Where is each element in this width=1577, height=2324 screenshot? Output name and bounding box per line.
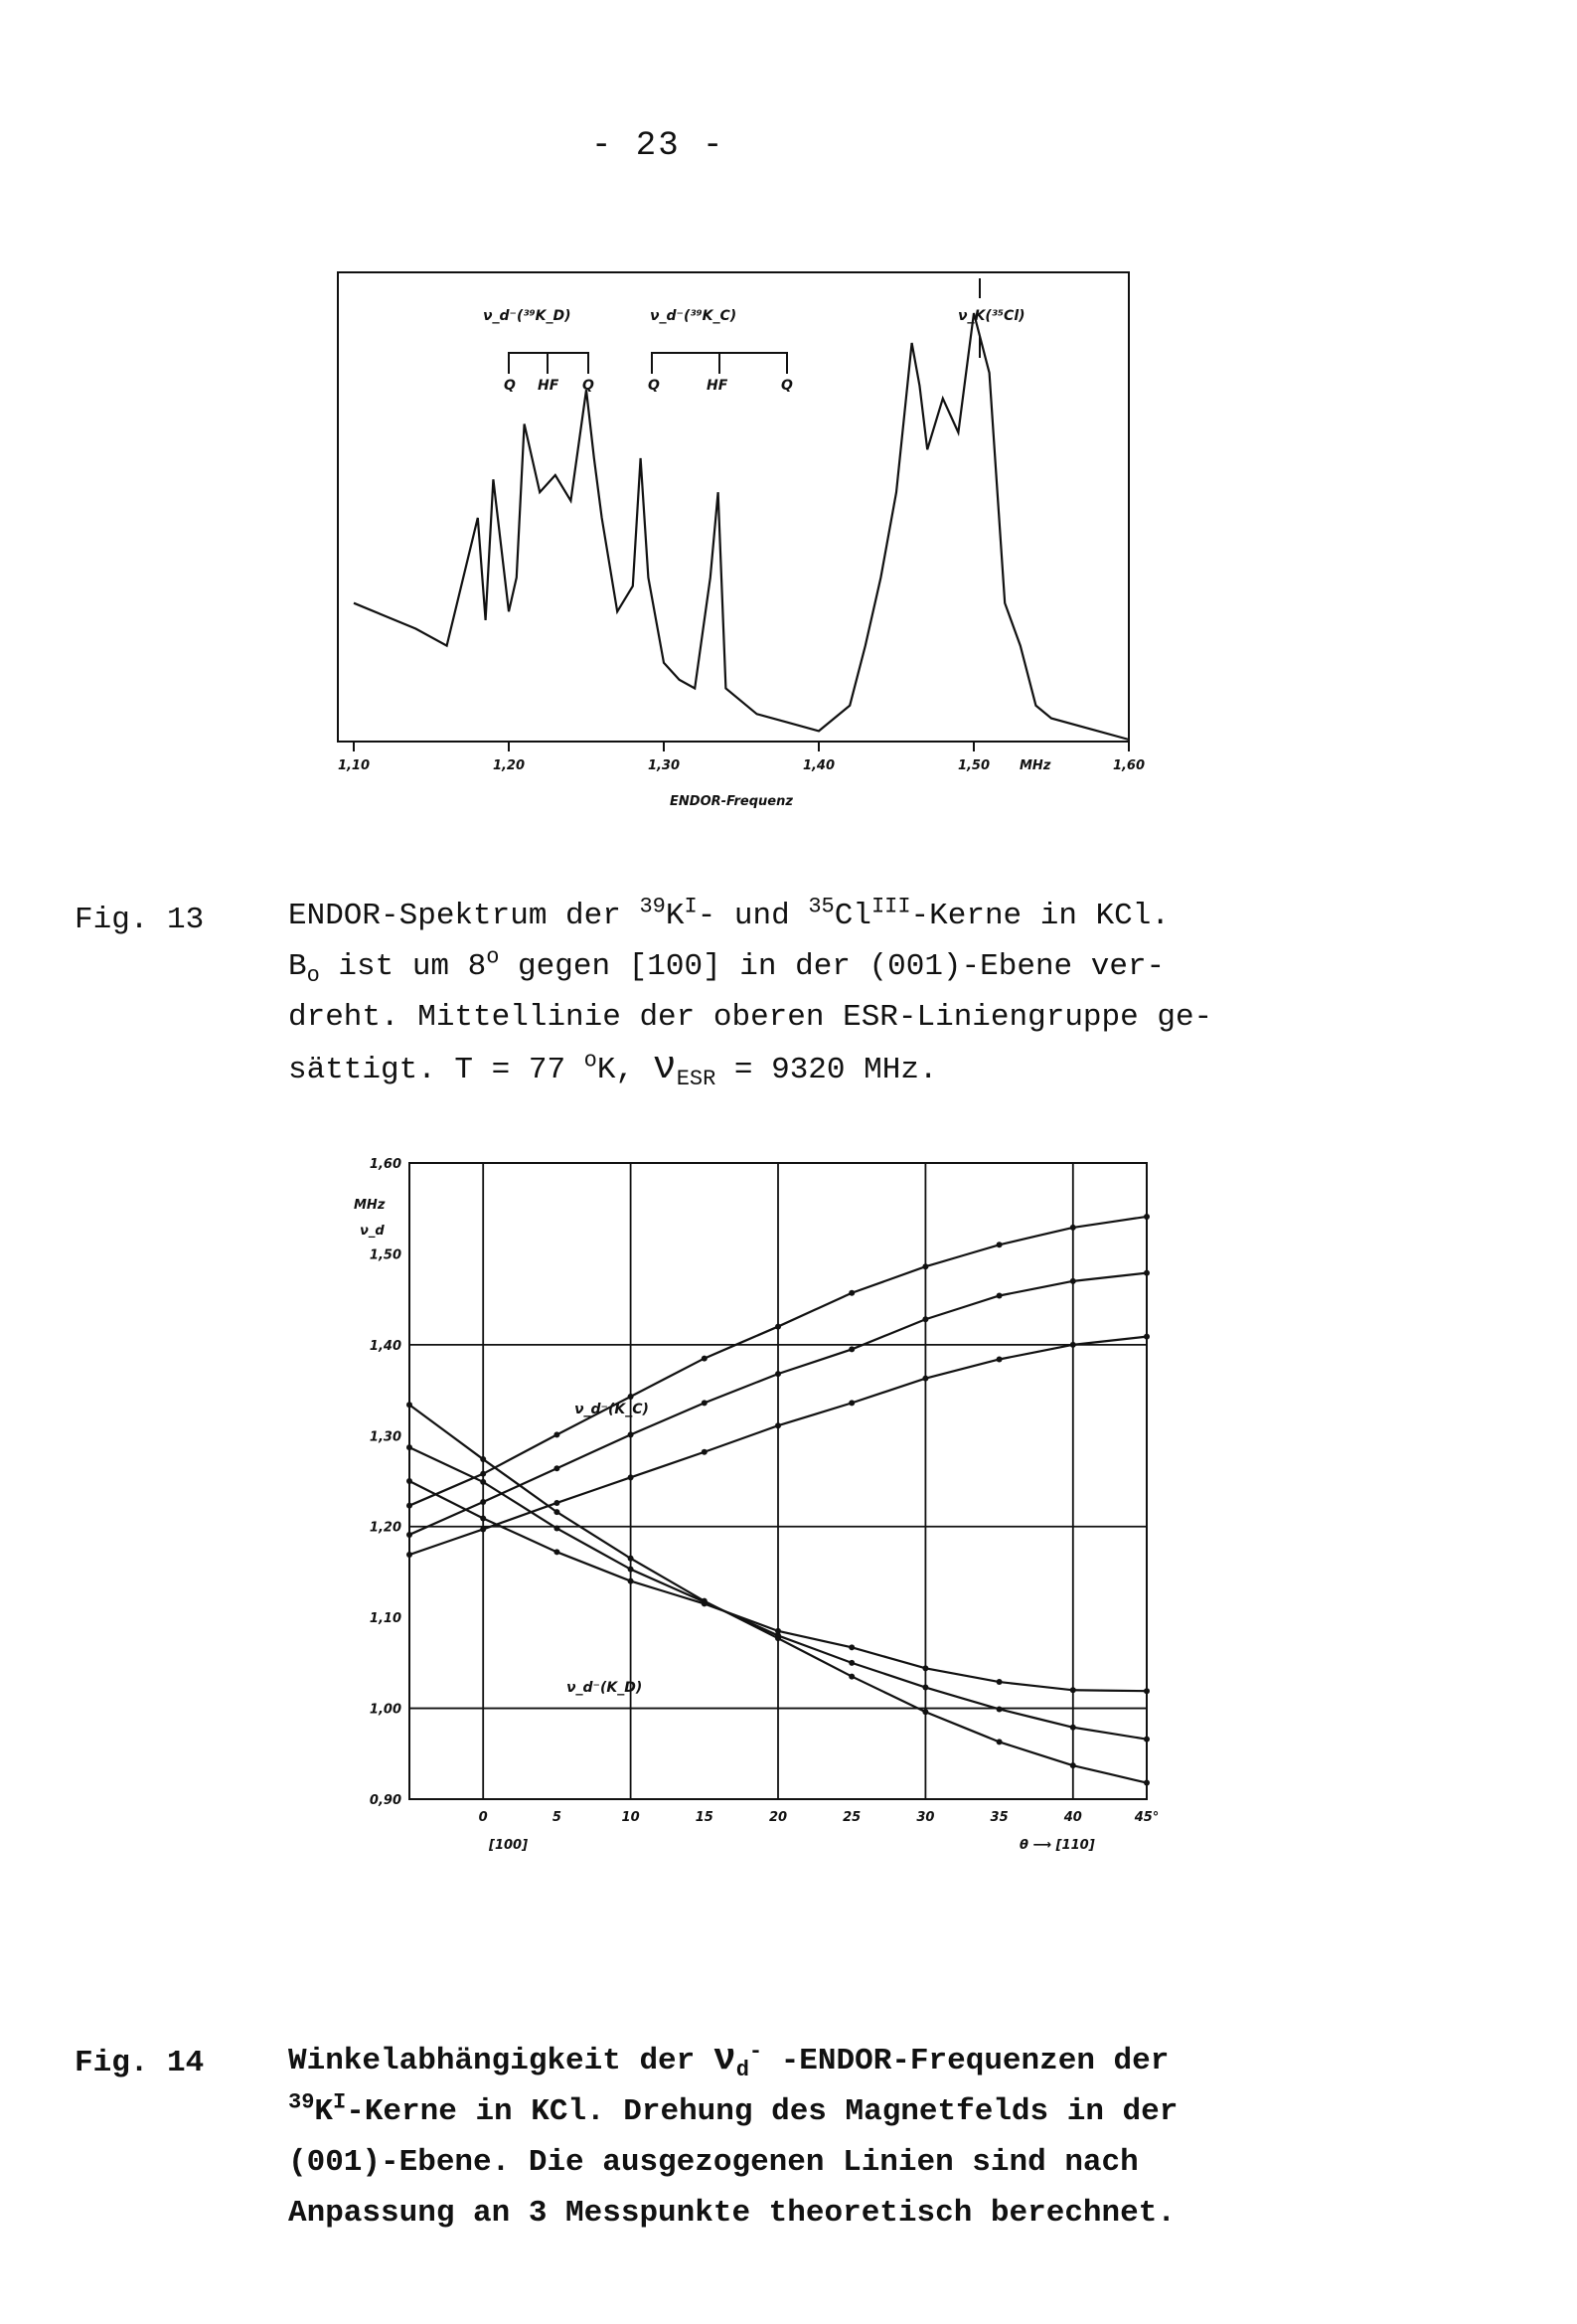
- data-point: [702, 1356, 708, 1362]
- caption-text: = 9320 MHz.: [715, 1053, 938, 1087]
- data-point: [775, 1422, 781, 1428]
- marker-q: Q: [781, 378, 793, 394]
- caption-line-4: Anpassung an 3 Messpunkte theoretisch berechnet.: [288, 2196, 1176, 2231]
- element-symbol: K: [314, 2094, 334, 2129]
- curve-label-kc: ν_d⁻(K_C): [574, 1402, 649, 1417]
- data-point: [775, 1371, 781, 1377]
- x-tick-label: 0: [478, 1810, 488, 1825]
- x-tick-label: 25: [843, 1810, 862, 1825]
- figure13-caption: [288, 891, 1212, 1095]
- caption-text: - und: [697, 899, 809, 933]
- data-point: [1070, 1725, 1076, 1731]
- data-point: [406, 1478, 412, 1484]
- site-index: I: [684, 894, 698, 919]
- y-tick-labels: [370, 1157, 401, 1808]
- x-tick-label: 45°: [1134, 1810, 1160, 1825]
- mass-number: 35: [808, 894, 835, 919]
- marker-q: Q: [648, 378, 660, 394]
- x-tick-label: 1,60: [1112, 758, 1146, 773]
- nu-symbol: ν: [652, 1046, 677, 1090]
- caption-line-1: [288, 2034, 1178, 2086]
- data-point: [553, 1431, 559, 1437]
- x-tick-label: 1,40: [802, 758, 836, 773]
- caption-text: -Kerne in KCl. Drehung des Magnetfelds in der: [346, 2094, 1179, 2129]
- x-left-label: [100]: [489, 1838, 529, 1853]
- data-point: [406, 1532, 412, 1538]
- mass-number: 39: [288, 2089, 315, 2115]
- data-point: [922, 1263, 928, 1269]
- nu-symbol: ν: [712, 2038, 736, 2080]
- data-point: [628, 1394, 634, 1400]
- data-point: [849, 1644, 855, 1650]
- data-point: [553, 1465, 559, 1471]
- marker-q: Q: [504, 378, 516, 394]
- y-tick-label: 1,40: [369, 1338, 401, 1354]
- caption-text: ist um 8: [319, 949, 487, 984]
- marker-hf: HF: [707, 378, 728, 394]
- data-point: [480, 1515, 486, 1521]
- x-tick-label: 1,30: [647, 758, 681, 773]
- superscript: -: [748, 2039, 763, 2065]
- data-point: [553, 1509, 559, 1515]
- label-kc: ν_d⁻(³⁹K_C): [650, 308, 737, 324]
- degree-sign: o: [583, 1048, 597, 1074]
- x-tick-label: 15: [695, 1810, 713, 1825]
- spectrum-curve: [354, 313, 1129, 740]
- data-point: [997, 1679, 1003, 1685]
- data-point: [775, 1628, 781, 1634]
- x-tick-label: 40: [1063, 1810, 1082, 1825]
- degree-sign: o: [486, 944, 500, 970]
- data-point: [997, 1356, 1003, 1362]
- x-tick-label: 1,10: [337, 758, 371, 773]
- data-point: [406, 1503, 412, 1509]
- x-tick-label: 5: [552, 1810, 561, 1825]
- caption-text: Winkelabhängigkeit der: [288, 2044, 713, 2078]
- data-point: [553, 1549, 559, 1555]
- figure14-label: Fig. 14: [75, 2046, 205, 2080]
- data-point: [480, 1456, 486, 1462]
- data-point: [922, 1665, 928, 1671]
- data-point: [1070, 1762, 1076, 1768]
- y-tick-label: 1,30: [369, 1429, 401, 1445]
- data-point: [849, 1346, 855, 1352]
- y-tick-label: 1,20: [369, 1520, 401, 1536]
- y-tick-label: 1,60: [369, 1157, 401, 1172]
- data-point: [480, 1471, 486, 1477]
- caption-text: B: [288, 949, 307, 984]
- data-point: [1144, 1334, 1150, 1340]
- data-point: [480, 1526, 486, 1532]
- data-point: [849, 1674, 855, 1680]
- data-point: [1070, 1225, 1076, 1231]
- caption-line-1: [288, 891, 1212, 941]
- data-point: [1144, 1737, 1150, 1743]
- caption-text: sättigt. T = 77: [288, 1053, 584, 1087]
- mass-number: 39: [639, 894, 666, 919]
- element-symbol: K: [665, 899, 685, 933]
- x-tick-labels: [479, 1810, 1160, 1825]
- data-point: [922, 1316, 928, 1322]
- endor-spectrum-figure: [334, 268, 1146, 825]
- data-point: [997, 1292, 1003, 1298]
- peak-labels: [483, 278, 1025, 394]
- marker-q: Q: [582, 378, 594, 394]
- caption-text: gegen [100] in der (001)-Ebene ver-: [499, 949, 1166, 984]
- bracket-kc: [652, 353, 787, 374]
- data-point: [480, 1499, 486, 1505]
- data-point: [628, 1567, 634, 1573]
- x-tick-label: 1,50: [957, 758, 991, 773]
- data-point: [553, 1526, 559, 1532]
- caption-text: K,: [596, 1053, 653, 1087]
- x-tick-label: 20: [768, 1810, 788, 1825]
- angular-dependence-figure: [338, 1153, 1183, 1978]
- y-tick-label: 0,90: [369, 1793, 401, 1808]
- curve-label-kd: ν_d⁻(K_D): [566, 1680, 643, 1696]
- data-point: [849, 1400, 855, 1406]
- label-kd: ν_d⁻(³⁹K_D): [483, 308, 571, 324]
- data-point: [1144, 1780, 1150, 1786]
- data-point: [849, 1290, 855, 1296]
- y-tick-label: 1,50: [369, 1247, 401, 1263]
- data-point: [406, 1444, 412, 1450]
- data-point: [997, 1739, 1003, 1744]
- grid-lines: [409, 1163, 1147, 1799]
- data-point: [1144, 1270, 1150, 1276]
- bracket-kd: [509, 353, 588, 374]
- x-tick-label: 10: [621, 1810, 640, 1825]
- element-symbol: Cl: [834, 899, 871, 933]
- marker-hf: HF: [538, 378, 559, 394]
- x-axis-label: ENDOR-Frequenz: [670, 794, 793, 809]
- label-cl: ν_K(³⁵Cl): [958, 308, 1025, 324]
- data-point: [922, 1376, 928, 1382]
- data-point: [1144, 1214, 1150, 1220]
- y-tick-label: 1,10: [369, 1611, 401, 1627]
- data-point: [628, 1474, 634, 1480]
- subscript: ESR: [676, 1067, 716, 1092]
- x-right-label: θ ⟶ [110]: [1020, 1838, 1095, 1853]
- data-point: [628, 1431, 634, 1437]
- caption-text: ENDOR-Spektrum der: [288, 899, 640, 933]
- data-point: [1070, 1687, 1076, 1693]
- page-number: - 23 -: [591, 127, 725, 165]
- data-point: [628, 1556, 634, 1562]
- site-index: III: [870, 894, 911, 919]
- figure13-label: Fig. 13: [75, 903, 205, 937]
- x-tick-label: 30: [916, 1810, 935, 1825]
- data-point: [849, 1660, 855, 1666]
- data-point: [406, 1552, 412, 1558]
- site-index: I: [333, 2089, 347, 2115]
- data-point: [922, 1709, 928, 1715]
- data-point: [1070, 1342, 1076, 1348]
- subscript: d: [735, 2058, 749, 2083]
- subscript: o: [306, 963, 320, 989]
- data-point: [922, 1685, 928, 1691]
- data-point: [1070, 1278, 1076, 1284]
- data-point: [702, 1600, 708, 1606]
- data-point: [997, 1706, 1003, 1712]
- caption-line-3: (001)-Ebene. Die ausgezogenen Linien sind nach: [288, 2145, 1139, 2180]
- y-tick-label: 1,00: [369, 1702, 401, 1718]
- data-point: [1144, 1688, 1150, 1694]
- caption-line-4: [288, 1043, 1212, 1095]
- data-point: [480, 1479, 486, 1485]
- caption-text: -ENDOR-Frequenzen der: [762, 2044, 1170, 2078]
- data-point: [628, 1578, 634, 1584]
- x-tick-label: 1,20: [492, 758, 526, 773]
- x-tick-label: 35: [990, 1810, 1009, 1825]
- data-point: [553, 1500, 559, 1506]
- data-point: [775, 1324, 781, 1330]
- data-point: [997, 1242, 1003, 1247]
- data-point: [702, 1400, 708, 1406]
- caption-line-2: [288, 2086, 1178, 2137]
- spectrum-frame: [338, 272, 1129, 742]
- figure14-caption: [288, 2034, 1178, 2239]
- caption-text: -Kerne in KCl.: [910, 899, 1170, 933]
- y-unit-label: MHz: [354, 1198, 386, 1213]
- x-unit-label: MHz: [1020, 758, 1051, 773]
- y-axis-symbol: ν_d: [360, 1224, 385, 1239]
- data-point: [406, 1402, 412, 1408]
- caption-line-3: dreht. Mittellinie der oberen ESR-Liniengruppe ge-: [288, 1000, 1213, 1035]
- caption-line-2: [288, 941, 1212, 992]
- data-point: [702, 1449, 708, 1455]
